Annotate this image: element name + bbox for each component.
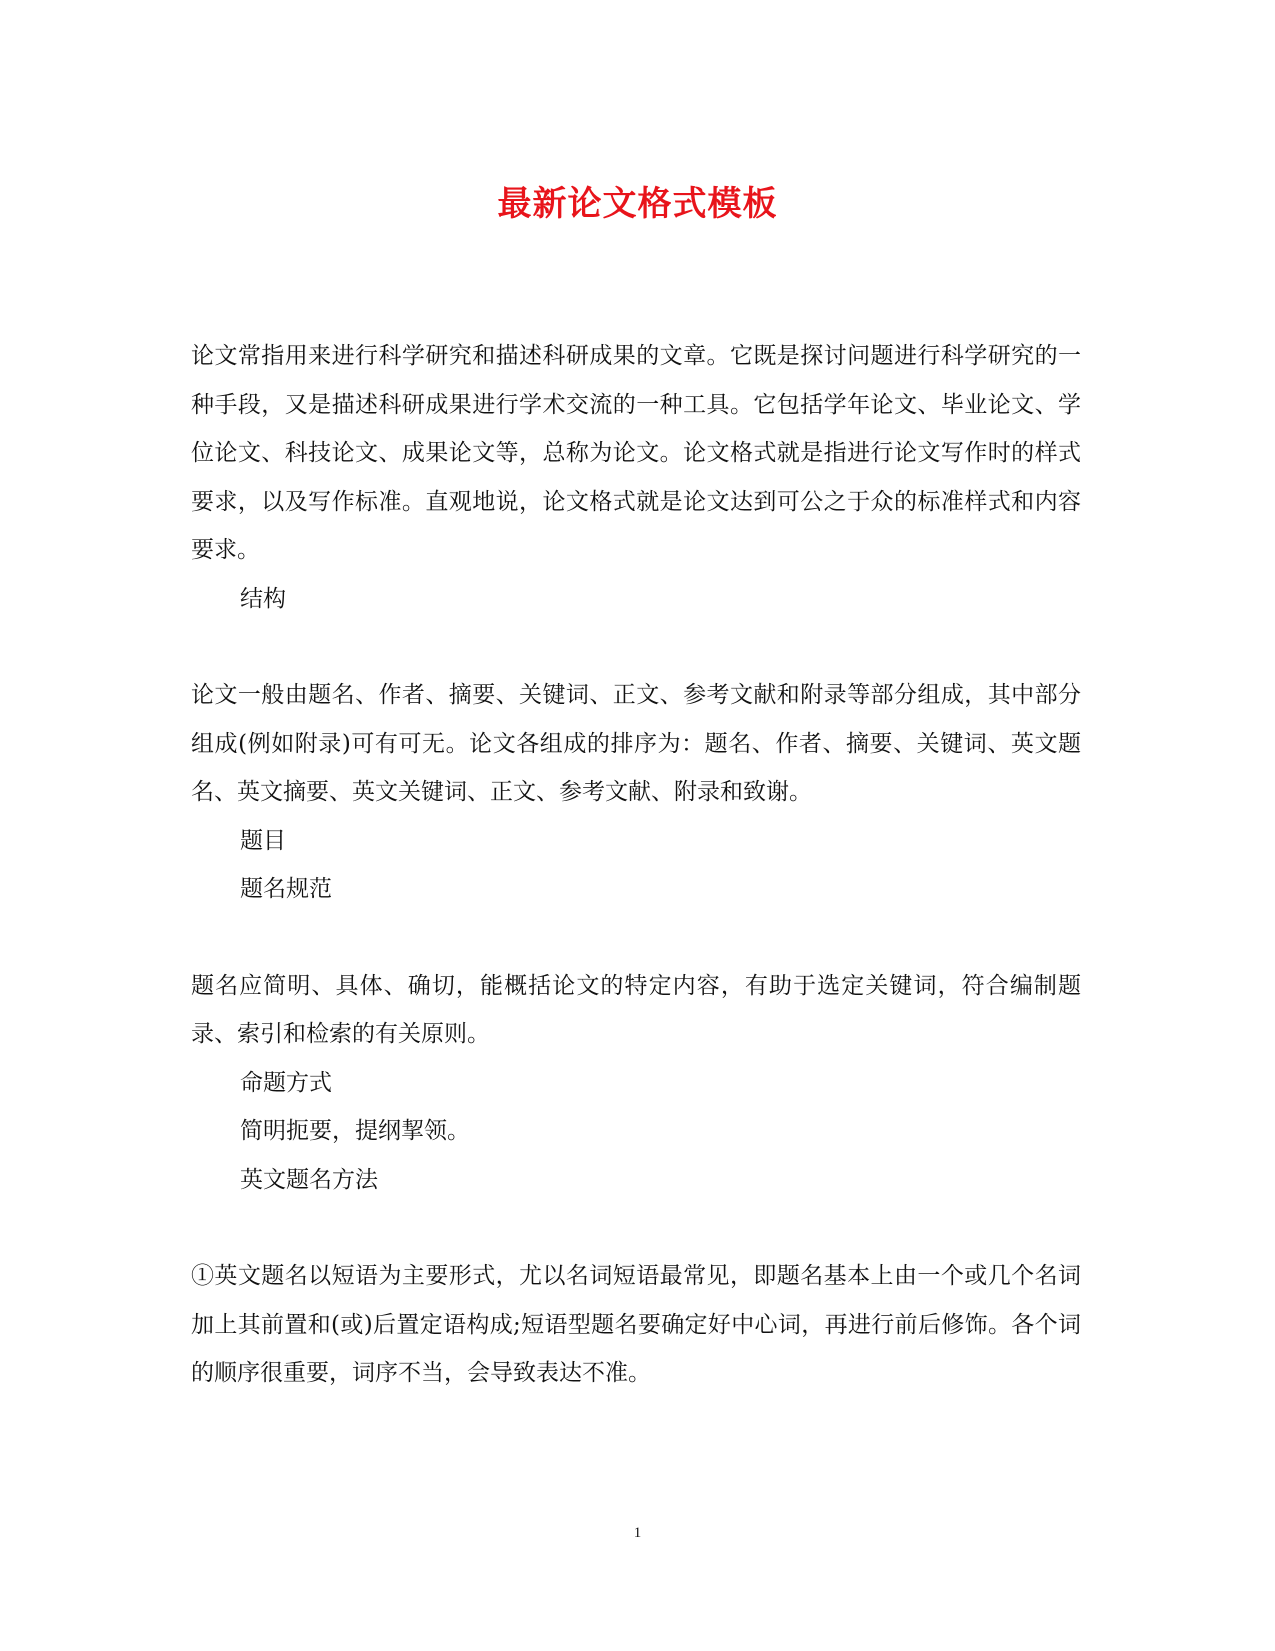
page-number: 1 <box>633 1525 642 1541</box>
section-heading-naming-method: 命题方式 <box>240 1069 332 1096</box>
section-heading-concise: 简明扼要，提纲挈领。 <box>240 1118 470 1144</box>
paragraph-spacer <box>191 623 1081 671</box>
body-paragraph: 题名应简明、具体、确切，能概括论文的特定内容，有助于选定关键词，符合编制题录、索引和检索的有关原则。 <box>191 972 1081 1047</box>
body-paragraph: ①英文题名以短语为主要形式，尤以名词短语最常见，即题名基本上由一个或几个名词加上其前置和(或)后置定语构成;短语型题名要确定好中心词，再进行前后修饰。各个词的顺序很重要，词序不当，会导致表达不准。 <box>191 1263 1081 1386</box>
paragraph-spacer <box>191 914 1081 962</box>
section-heading-english-title-method: 英文题名方法 <box>240 1166 378 1193</box>
document-title: 最新论文格式模板 <box>497 184 778 224</box>
section-heading-title: 题目 <box>240 827 286 854</box>
document-body <box>191 332 1081 1398</box>
body-paragraph: 论文常指用来进行科学研究和描述科研成果的文章。它既是探讨问题进行科学研究的一种手段，又是描述科研成果进行学术交流的一种工具。它包括学年论文、毕业论文、学位论文、科技论文、成果论文等，总称为论文。论文格式就是指进行论文写作时的样式要求，以及写作标准。直观地说，论文格式就是论文达到可公之于众的标准样式和内容要求。 <box>191 343 1081 563</box>
section-heading-title-rules: 题名规范 <box>240 876 332 902</box>
section-heading-structure: 结构 <box>240 585 286 612</box>
paragraph-spacer <box>191 1204 1081 1252</box>
body-paragraph: 论文一般由题名、作者、摘要、关键词、正文、参考文献和附录等部分组成，其中部分组成(例如附录)可有可无。论文各组成的排序为：题名、作者、摘要、关键词、英文题名、英文摘要、英文关键词、正文、参考文献、附录和致谢。 <box>191 682 1081 805</box>
